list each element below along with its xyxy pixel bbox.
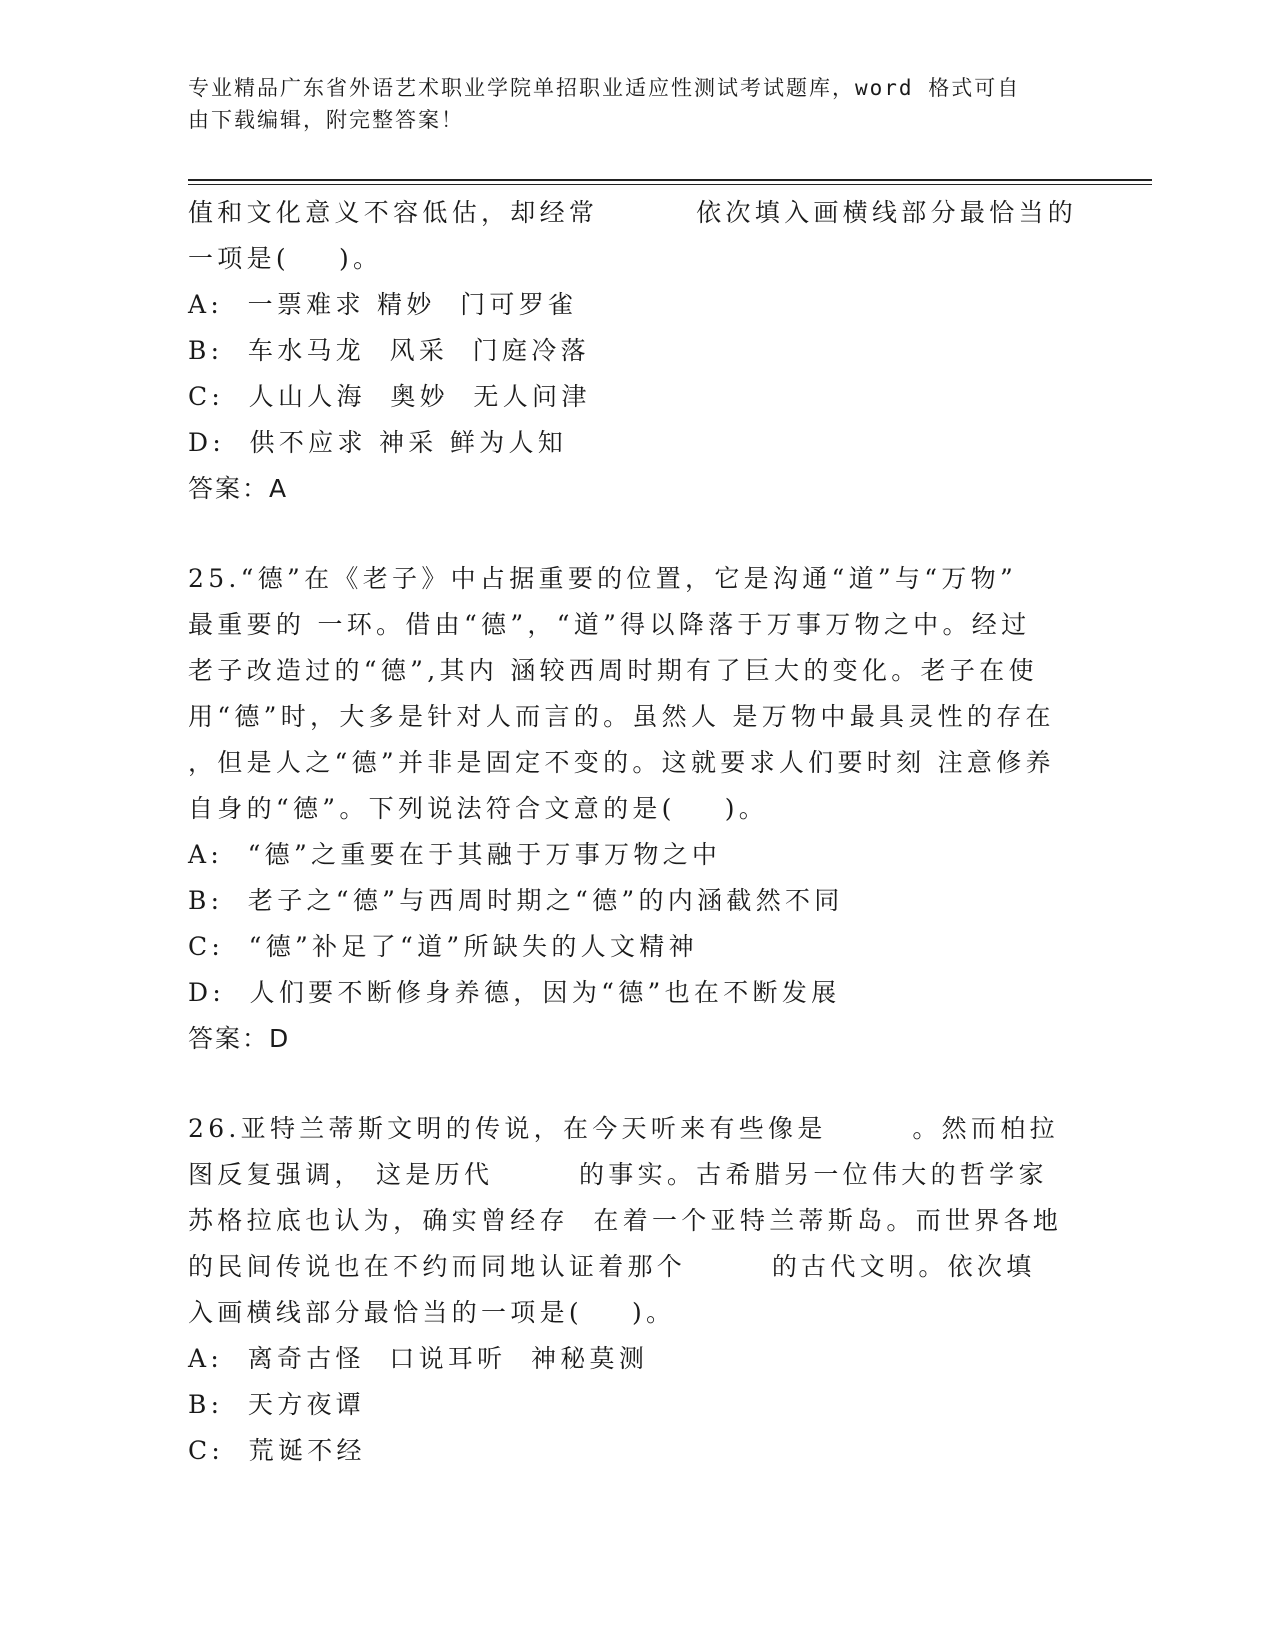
question-24 [188, 190, 1088, 512]
question-stem-line: 的民间传说也在不约而同地认证着那个 的古代文明。依次填 [188, 1252, 1036, 1281]
option-a: A: “德”之重要在于其融于万事万物之中 [188, 840, 722, 869]
option-b: B: 老子之“德”与西周时期之“德”的内涵截然不同 [188, 886, 844, 915]
option-c: C: 荒诞不经 [188, 1436, 366, 1465]
option-d: D: 供不应求 神采 鲜为人知 [188, 428, 568, 457]
question-stem-line: 用“德”时，大多是针对人而言的。虽然人 是万物中最具灵性的存在 [188, 702, 1055, 731]
question-stem-line: ，但是人之“德”并非是固定不变的。这就要求人们要时刻 注意修养 [188, 748, 1055, 777]
header-line-2: 由下载编辑，附完整答案！ [188, 108, 464, 132]
question-stem-line: 值和文化意义不容低估，却经常 依次填入画横线部分最恰当的 [188, 198, 1078, 227]
option-c: C: 人山人海 奥妙 无人问津 [188, 382, 591, 411]
option-b: B: 车水马龙 风采 门庭冷落 [188, 336, 590, 365]
page-header [188, 72, 1068, 136]
option-d: D: 人们要不断修身养德，因为“德”也在不断发展 [188, 978, 841, 1007]
question-stem-line: 苏格拉底也认为，确实曾经存 在着一个亚特兰蒂斯岛。而世界各地 [188, 1206, 1063, 1235]
option-c: C: “德”补足了“道”所缺失的人文精神 [188, 932, 698, 961]
question-26 [188, 1106, 1088, 1474]
answer-line: 答案：A [188, 474, 289, 503]
question-stem-line: 入画横线部分最恰当的一项是( )。 [188, 1298, 676, 1327]
header-rule-thin [188, 184, 1152, 185]
question-stem-line: 最重要的 一环。借由“德”，“道”得以降落于万事万物之中。经过 [188, 610, 1031, 639]
document-body [188, 190, 1088, 1474]
question-stem-line: 25.“德”在《老子》中占据重要的位置，它是沟通“道”与“万物” [188, 564, 1018, 593]
question-stem-line: 一项是( )。 [188, 244, 383, 273]
question-stem-line: 自身的“德”。下列说法符合文意的是( )。 [188, 794, 769, 823]
question-25 [188, 556, 1088, 1062]
option-b: B: 天方夜谭 [188, 1390, 366, 1419]
option-a: A: 离奇古怪 口说耳听 神秘莫测 [188, 1344, 649, 1373]
header-rule-thick [188, 179, 1152, 181]
header-line-1: 专业精品广东省外语艺术职业学院单招职业适应性测试考试题库，word 格式可自 [188, 76, 1021, 100]
question-stem-line: 26.亚特兰蒂斯文明的传说，在今天听来有些像是 。然而柏拉 [188, 1114, 1059, 1143]
option-a: A: 一票难求 精妙 门可罗雀 [188, 290, 578, 319]
question-stem-line: 老子改造过的“德”,其内 涵较西周时期有了巨大的变化。老子在使 [188, 656, 1038, 685]
answer-line: 答案：D [188, 1024, 291, 1053]
question-stem-line: 图反复强调， 这是历代 的事实。古希腊另一位伟大的哲学家 [188, 1160, 1048, 1189]
